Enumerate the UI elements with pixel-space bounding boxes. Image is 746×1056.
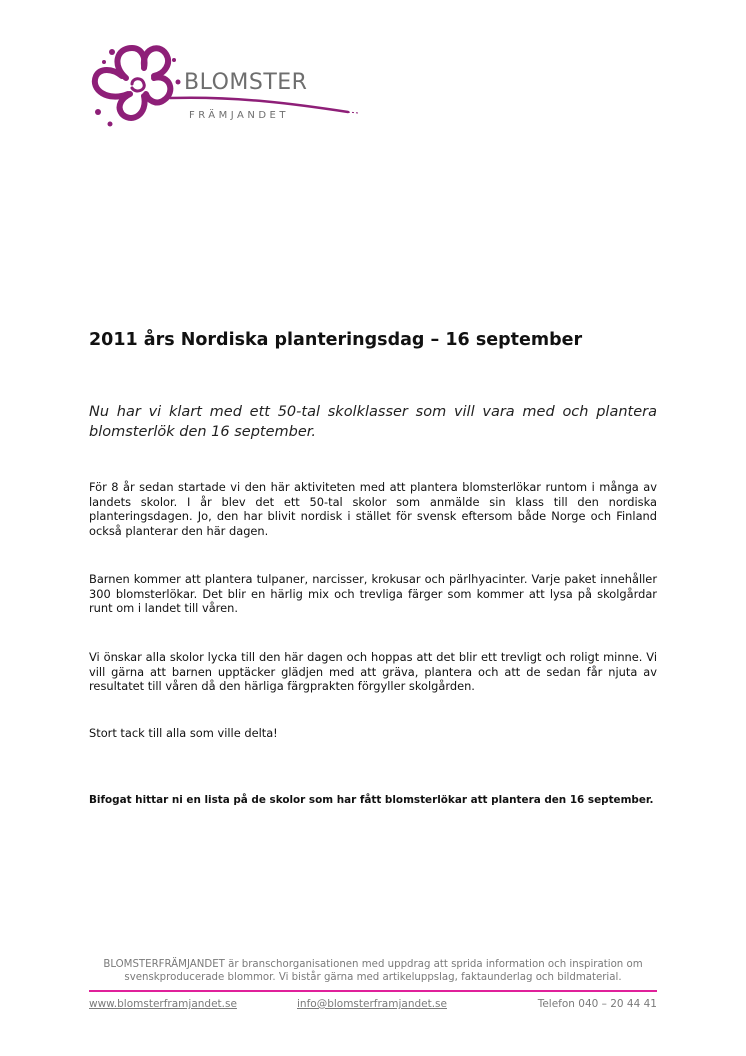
lead-paragraph: Nu har vi klart med ett 50-tal skolklasser som vill vara med och plantera blomsterlök den 16 september. xyxy=(89,404,657,440)
body-paragraph: Barnen kommer att plantera tulpaner, narcisser, krokusar och pärlhyacinter. Varje paket innehåller 300 blomsterlökar. Det blir en härlig mix och trevliga färger som kommer att lysa på skolgårdar runt om i landet till våren. xyxy=(89,572,657,615)
brand-name: BLOMSTER xyxy=(184,70,308,95)
brand-logo xyxy=(86,40,366,140)
page-title: 2011 års Nordiska planteringsdag – 16 september xyxy=(89,330,583,350)
footer-contact xyxy=(89,998,657,1014)
brand-subtitle: FRÄMJANDET xyxy=(189,110,289,121)
phone-number: Telefon 040 – 20 44 41 xyxy=(537,998,657,1010)
body-paragraph: Stort tack till alla som ville delta! xyxy=(89,726,278,740)
body-paragraph: Vi önskar alla skolor lycka till den här dagen och hoppas att det blir ett trevligt och roligt minne. Vi vill gärna att barnen upptäcker glädjen med att gräva, plantera och att de sedan får njuta av resultatet till våren då den härliga färgprakten förgyller skolgården. xyxy=(89,650,657,693)
attachment-note: Bifogat hittar ni en lista på de skolor som har fått blomsterlökar att plantera den 16 september. xyxy=(89,794,654,806)
footer-divider xyxy=(89,990,657,992)
website-link[interactable]: www.blomsterframjandet.se xyxy=(89,998,237,1010)
email-link[interactable]: info@blomsterframjandet.se xyxy=(297,998,447,1010)
footer-about: BLOMSTERFRÄMJANDET är branschorganisationen med uppdrag att sprida information och inspiration om svenskproducerade blommor. Vi bistår gärna med artikeluppslag, faktaunderlag och bildmaterial. xyxy=(103,959,643,983)
body-paragraph: För 8 år sedan startade vi den här aktiviteten med att plantera blomsterlökar runtom i många av landets skolor. I år blev det ett 50-tal skolor som anmälde sin klass till den nordiska planteringsdagen. Jo, den har blivit nordisk i stället för svensk eftersom både Norge och Finland också planterar den här dagen. xyxy=(89,480,657,538)
